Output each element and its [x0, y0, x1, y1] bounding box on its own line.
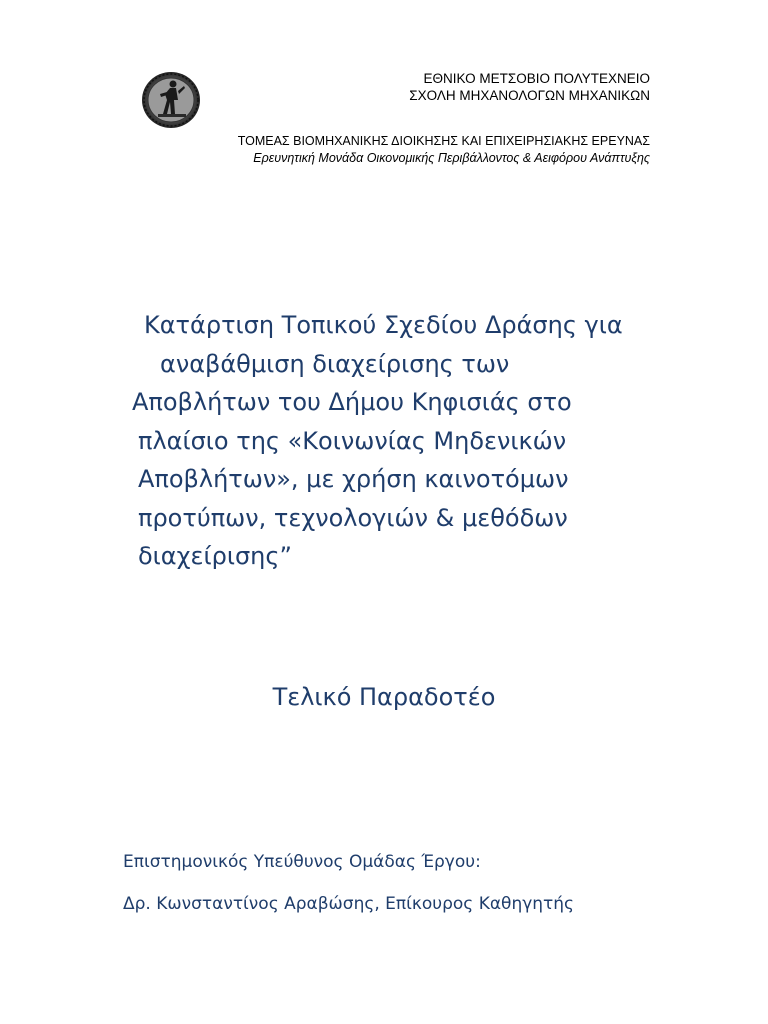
- institution-name: ΕΘΝΙΚΟ ΜΕΤΣΟΒΙΟ ΠΟΛΥΤΕΧΝΕΙΟ: [423, 71, 650, 86]
- school-name: ΣΧΟΛΗ ΜΗΧΑΝΟΛΟΓΩΝ ΜΗΧΑΝΙΚΩΝ: [409, 88, 650, 103]
- title-line: διαχείρισης”: [138, 542, 292, 570]
- title-line: Αποβλήτων», με χρήση καινοτόμων: [138, 465, 569, 493]
- department-header: [238, 133, 650, 167]
- institution-header: [409, 70, 650, 104]
- deliverable-title: Τελικό Παραδοτέο: [272, 683, 496, 711]
- title-line: πλαίσιο της «Κοινωνίας Μηδενικών: [138, 426, 567, 455]
- title-line: αναβάθμιση διαχείρισης των: [160, 349, 510, 378]
- department-name: ΤΟΜΕΑΣ ΒΙΟΜΗΧΑΝΙΚΗΣ ΔΙΟΙΚΗΣΗΣ ΚΑΙ ΕΠΙΧΕΙΡΗΣΙΑΚΗΣ ΕΡΕΥΝΑΣ: [237, 134, 650, 148]
- supervisor-name: Δρ. Κωνσταντίνος Αραβώσης, Επίκουρος Καθηγητής: [123, 894, 575, 914]
- supervisor-label: Επιστημονικός Υπεύθυνος Ομάδας Έργου:: [123, 852, 481, 872]
- title-line: προτύπων, τεχνολογιών & μεθόδων: [138, 503, 568, 532]
- title-line: Κατάρτιση Τοπικού Σχεδίου Δράσης για: [144, 311, 623, 339]
- title-line: Αποβλήτων του Δήμου Κηφισιάς στο: [132, 388, 572, 416]
- university-seal-icon: [140, 70, 202, 130]
- research-unit-name: Ερευνητική Μονάδα Οικονομικής Περιβάλλοντος & Αειφόρου Ανάπτυξης: [253, 151, 650, 165]
- document-title: [0, 306, 768, 576]
